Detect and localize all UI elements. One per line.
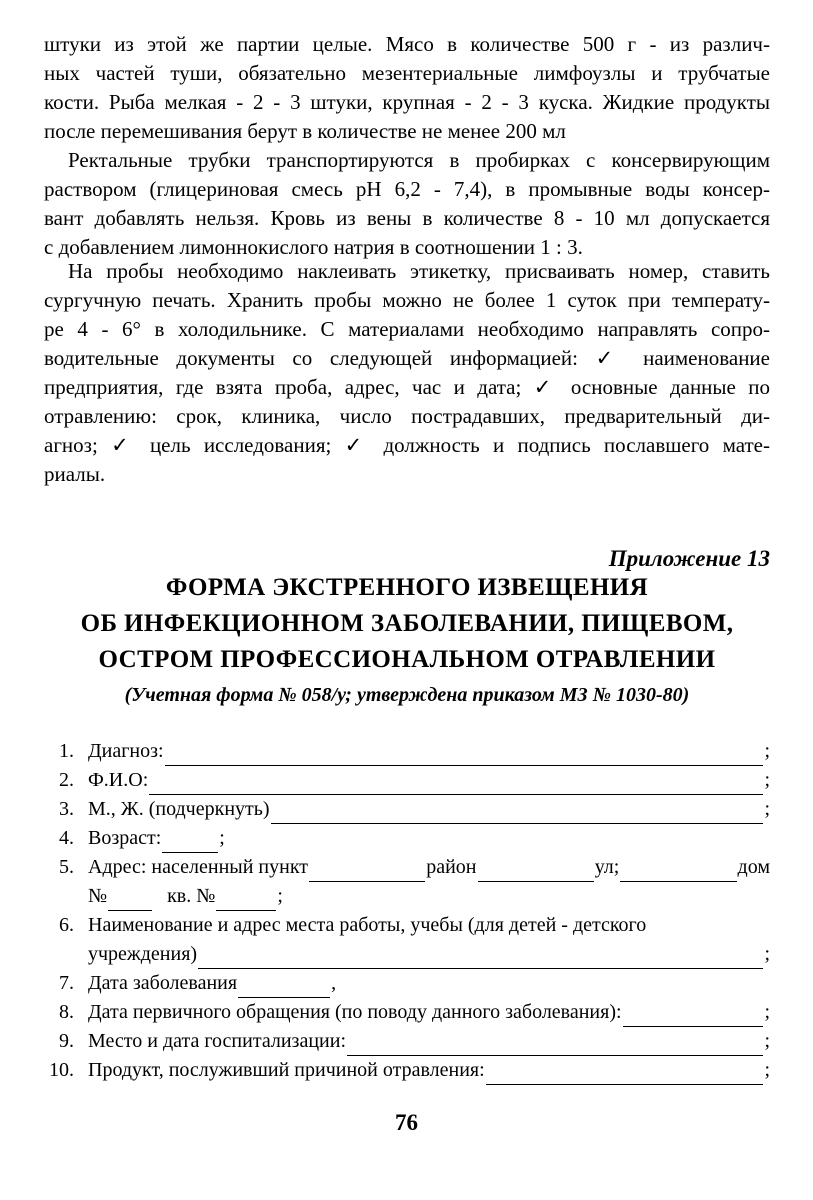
item-number: 3. (59, 798, 74, 820)
field-label: учреждения) (88, 943, 198, 965)
form-title-line: ФОРМА ЭКСТРЕННОГО ИЗВЕЩЕНИЯ (165, 574, 649, 601)
text-line: агноз; ✓ цель исследования; ✓ должность и подпись пославшего мате- (44, 433, 770, 457)
field-label: Наименование и адрес места работы, учебы (для детей - детского (88, 914, 647, 936)
form-item (40, 853, 770, 911)
form-item (40, 1027, 770, 1056)
poisoning-product-field[interactable] (486, 1062, 764, 1085)
item-number: 5. (59, 856, 74, 878)
field-label: № (88, 885, 108, 907)
form-item (40, 795, 770, 824)
field-label: Дата заболевания (88, 972, 238, 994)
item-number: 2. (59, 769, 74, 791)
text-line: с добавлением лимоннокислого натрия в соотношении 1 : 3. (44, 235, 583, 259)
text-line: после перемешивания берут в количестве не менее 200 мл (44, 119, 566, 143)
item-number: 8. (59, 1001, 74, 1023)
text-line: вант добавлять нельзя. Кровь из вены в количестве 8 - 10 мл допускается (44, 206, 770, 230)
field-label: Возраст: (88, 827, 162, 849)
item-number: 6. (59, 914, 74, 936)
item-number: 7. (59, 972, 74, 994)
street-field[interactable] (620, 859, 736, 882)
field-label: дом (737, 856, 770, 878)
field-end: ; (764, 798, 770, 820)
field-end: , (331, 972, 337, 994)
settlement-field[interactable] (309, 859, 425, 882)
item-number: 1. (59, 740, 74, 762)
field-end: ; (219, 827, 225, 849)
text-line: водительные документы со следующей информацией: ✓ наименование (44, 346, 770, 370)
text-line: сургучную печать. Хранить пробы можно не более 1 суток при температу- (44, 288, 770, 312)
notification-form (40, 737, 770, 1085)
field-label: кв. № (167, 885, 216, 907)
diagnosis-field[interactable] (165, 743, 764, 766)
field-end: ; (764, 740, 770, 762)
field-end: ; (764, 1030, 770, 1052)
field-end: ; (764, 1059, 770, 1081)
paragraph-1 (44, 30, 770, 146)
field-end: ; (764, 769, 770, 791)
form-item (40, 824, 770, 853)
field-label: Место и дата госпитализации: (88, 1030, 346, 1052)
field-label: М., Ж. (подчеркнуть) (88, 798, 270, 820)
text-line: отравлению: срок, клиника, число пострадавших, предварительный ди- (44, 404, 770, 428)
form-title-line: ОБ ИНФЕКЦИОННОМ ЗАБОЛЕВАНИИ, ПИЩЕВОМ, (80, 610, 734, 637)
field-label: Адрес: населенный пункт (88, 856, 309, 878)
district-field[interactable] (478, 859, 594, 882)
field-label: Дата первичного обращения (по поводу данного заболевания): (88, 1001, 622, 1023)
hospitalization-field[interactable] (347, 1033, 763, 1056)
paragraph-3 (44, 257, 770, 489)
field-end: ; (277, 885, 283, 907)
house-number-field[interactable] (108, 888, 152, 911)
text-line: раствором (глицериновая смесь pH 6,2 - 7,4), в промывные воды консер- (44, 177, 770, 201)
form-item (40, 911, 770, 969)
text-line: Ректальные трубки транспортируются в пробирках с консервирующим (68, 148, 770, 172)
sex-field[interactable] (271, 801, 764, 824)
workplace-field[interactable] (198, 946, 763, 969)
field-label: ул; (594, 856, 620, 878)
item-number: 9. (59, 1030, 74, 1052)
text-line: предприятия, где взята проба, адрес, час и дата; ✓ основные данные по (44, 375, 770, 399)
form-item (40, 766, 770, 795)
text-line: ре 4 - 6° в холодильнике. С материалами необходимо направлять сопро- (44, 317, 770, 341)
text-line: штуки из этой же партии целые. Мясо в количестве 500 г - из различ- (44, 32, 770, 56)
form-item (40, 998, 770, 1027)
field-label: Продукт, послуживший причиной отравления: (88, 1059, 485, 1081)
age-field[interactable] (162, 830, 218, 853)
text-line: ных частей туши, обязательно мезентериальные лимфоузлы и трубчатые (44, 61, 770, 85)
form-item (40, 969, 770, 998)
text-line: кости. Рыба мелкая - 2 - 3 штуки, крупная - 2 - 3 куска. Жидкие продукты (44, 90, 770, 114)
full-name-field[interactable] (149, 772, 763, 795)
form-item (40, 737, 770, 766)
paragraph-2 (44, 146, 770, 262)
field-label: Диагноз: (88, 740, 164, 762)
text-line: На пробы необходимо наклеивать этикетку, присваивать номер, ставить (68, 259, 770, 283)
item-number: 4. (59, 827, 74, 849)
form-title-line: ОСТРОМ ПРОФЕССИОНАЛЬНОМ ОТРАВЛЕНИИ (98, 646, 716, 673)
field-end: ; (764, 943, 770, 965)
appendix-label: Приложение 13 (608, 546, 770, 571)
field-label: район (426, 856, 477, 878)
first-visit-date-field[interactable] (623, 1004, 764, 1027)
illness-date-field[interactable] (238, 975, 330, 998)
field-end: ; (764, 1001, 770, 1023)
field-label: Ф.И.О: (88, 769, 149, 791)
form-subtitle: (Учетная форма № 058/у; утверждена приказом МЗ № 1030-80) (124, 684, 690, 706)
text-line: риалы. (44, 462, 106, 486)
item-number: 10. (49, 1059, 74, 1081)
page-number: 76 (395, 1110, 418, 1135)
apartment-field[interactable] (216, 888, 276, 911)
form-item (40, 1056, 770, 1085)
